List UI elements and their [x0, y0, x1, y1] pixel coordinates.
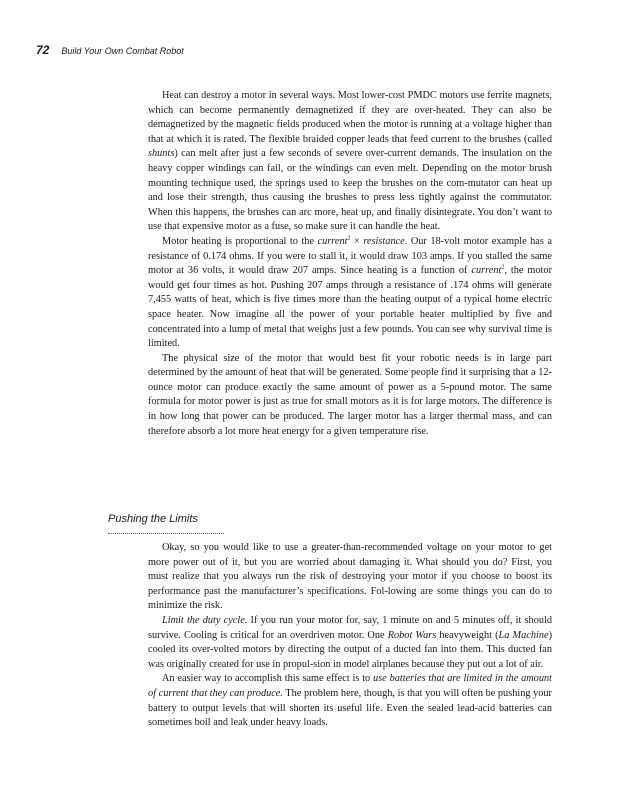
page-number: 72	[36, 43, 50, 57]
body-text-block-1	[148, 89, 552, 439]
paragraph-motor-heating: Motor heating is proportional to the current$^2$ × resistance. Our 18-volt motor example has a resistance of 0.174 ohms. If you were to stall it, it would draw 103 amps. If you stalled the same motor at 36 volts, it would draw 207 amps. Since heating is a function of current$^2$, the motor would get four times as hot. Pushing 207 amps through a resistance of .174 ohms will generate 7,455 watts of heat, which is five times more than the heating output of a typical home electric space heater. Now imagine all the power of your portable heater multiplied by five and concentrated into a lump of metal that weighs just a few pounds. You can see why survival time is limited.	[148, 235, 552, 350]
heading-underline	[108, 533, 224, 534]
paragraph-overvoltage: Okay, so you would like to use a greater-than-recommended voltage on your motor to get more power out of it, but you are worried about damaging it. What should you do? First, you must realize that you always run the risk of destroying your motor if you choose to boost its performance past the manufacturer’s specifications. Fol-lowing are some things you can do to minimize the risk.	[148, 542, 552, 612]
section-heading: Pushing the Limits	[108, 513, 198, 525]
body-text-block-2	[148, 541, 552, 731]
paragraph-heat-destroys-motor: Heat can destroy a motor in several ways. Most lower-cost PMDC motors use ferrite magnets, which can become permanently demagnetized if they are over-heated. They can also be demagnetized by the magnetic fields produced when the motor is running at a voltage higher than that at which it is rated. The flexible braided copper leads that feed current to the brushes (called shunts) can melt after just a few seconds of severe over-current demands. The insulation on the heavy copper windings can fail, or the windings can even melt. Depending on the motor brush mounting technique used, the springs used to keep the brushes on the com-mutator can heat up and lose their strength, thus causing the brushes to press less tightly against the commutator. When this happens, the brushes can arc more, heat up, and finally disintegrate. You don’t want to use that expensive motor as a fuse, so make sure it can handle the heat.	[148, 90, 552, 233]
paragraph-duty-cycle: Limit the duty cycle. If you run your motor for, say, 1 minute on and 5 minutes off, it should survive. Cooling is critical for an overdriven motor. One Robot Wars heavyweight (La Machine) cooled its over-volted motors by directing the output of a ducted fan into them. This ducted fan was originally created for use in propul-sion in model airplanes because they put out a lot of air.	[148, 614, 552, 670]
paragraph-motor-size: The physical size of the motor that would best fit your robotic needs is in large part determined by the amount of heat that will be generated. Some people find it surprising that a 12-ounce motor can produce exactly the same amount of power as a 5-pound motor. The same formula for motor power is just as true for small motors as it is for large motors. The difference is in how long that power can be produced. The larger motor has a larger thermal mass, and can therefore absorb a lot more heat energy for a given temperature rise.	[148, 352, 552, 437]
book-title: Build Your Own Combat Robot	[61, 46, 184, 56]
running-head	[36, 43, 184, 57]
paragraph-limited-batteries: An easier way to accomplish this same effect is to use batteries that are limited in the amount of current that they can produce. The problem here, though, is that you will often be pushing your battery to output levels that will shorten its useful life. Even the sealed lead-acid batteries can sometimes boil and leak under heavy loads.	[148, 673, 552, 729]
